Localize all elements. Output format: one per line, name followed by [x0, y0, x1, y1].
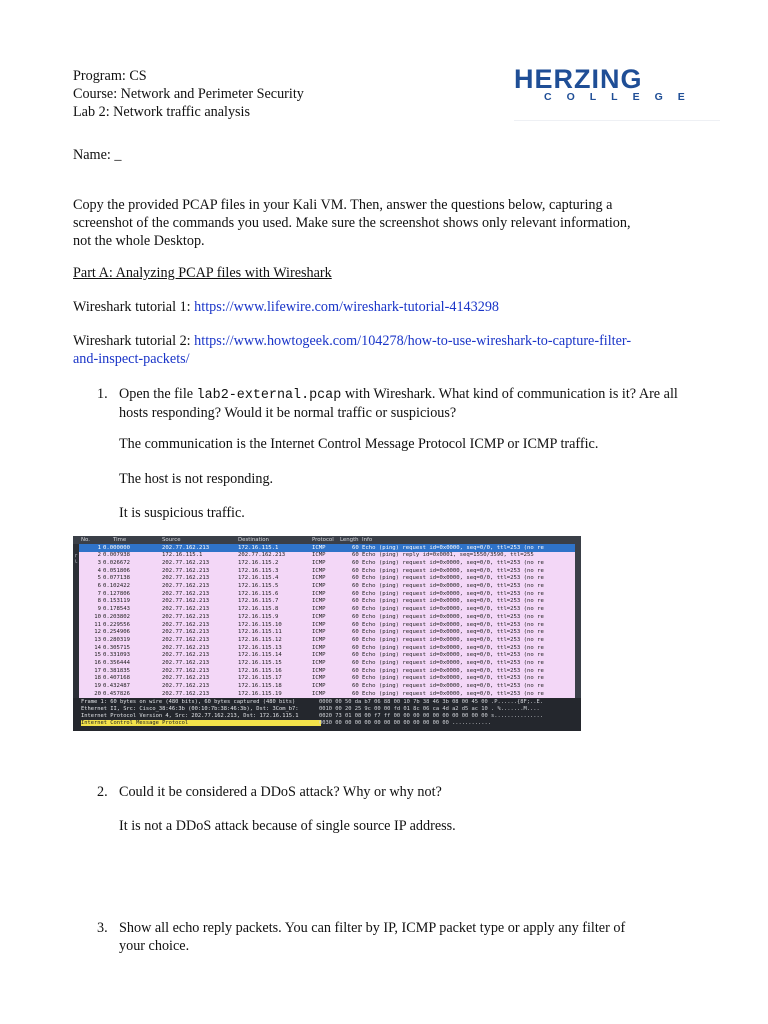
cell-source: 202.77.162.213 [162, 683, 210, 690]
cell-length: 60 [352, 598, 359, 605]
name-field: Name: _ [73, 147, 122, 163]
packet-list-scrollbar[interactable] [575, 544, 581, 698]
cell-destination: 172.16.115.3 [238, 567, 279, 574]
cell-destination: 172.16.115.2 [238, 559, 279, 566]
cell-protocol: ICMP [312, 590, 326, 597]
cell-destination: 172.16.115.19 [238, 690, 282, 697]
cell-length: 60 [352, 675, 359, 682]
cell-destination: 172.16.115.14 [238, 652, 282, 659]
cell-length: 60 [352, 559, 359, 566]
cell-length: 60 [352, 621, 359, 628]
cell-protocol: ICMP [312, 583, 326, 589]
cell-protocol: ICMP [312, 652, 326, 659]
cell-source: 202.77.162.213 [162, 559, 210, 566]
answer-1b: The host is not responding. [119, 471, 274, 487]
cell-length: 60 [352, 583, 359, 589]
cell-time: 0.381835 [103, 667, 130, 674]
col-no: No. [81, 537, 90, 543]
cell-time: 0.153119 [103, 598, 130, 605]
cell-time: 0.356444 [103, 660, 130, 666]
cell-no: 7 [97, 590, 101, 597]
cell-length: 60 [352, 667, 359, 674]
cell-source: 202.77.162.213 [162, 652, 210, 659]
detail-ethernet[interactable]: Ethernet II, Src: Cisco_38:46:3b (00:10:7b:38:46:3b), Dst: 3Com_b7: [81, 706, 299, 712]
cell-length: 60 [352, 683, 359, 690]
cell-length: 60 [352, 544, 359, 551]
hex-row-0030: 0030 00 00 00 00 00 00 00 00 00 00 00 00 ............ [319, 720, 492, 726]
cell-protocol: ICMP [312, 575, 326, 582]
answer-2: It is not a DDoS attack because of single source IP address. [119, 818, 456, 834]
cell-info: Echo (ping) request id=0x0000, seq=0/0, ttl=253 (no re [362, 652, 544, 659]
cell-no: 10 [94, 613, 101, 620]
cell-no: 8 [97, 598, 101, 605]
cell-time: 0.127806 [103, 590, 130, 597]
cell-protocol: ICMP [312, 644, 326, 651]
cell-length: 60 [352, 644, 359, 651]
intro-line-1: Copy the provided PCAP files in your Kali VM. Then, answer the questions below, capturing a [73, 197, 613, 213]
cell-protocol: ICMP [312, 544, 326, 551]
col-protocol: Protocol [312, 537, 334, 543]
tutorial-1-link[interactable]: https://www.lifewire.com/wireshark-tutorial-4143298 [194, 299, 500, 315]
intro-line-3: not the whole Desktop. [73, 232, 205, 249]
cell-length: 60 [352, 652, 359, 659]
cell-source: 202.77.162.213 [162, 660, 210, 666]
request-marker-icon: ┌ [74, 552, 78, 558]
cell-destination: 172.16.115.7 [238, 598, 279, 605]
cell-no: 19 [94, 683, 101, 690]
question-1-text [119, 386, 689, 423]
cell-no: 6 [97, 583, 101, 589]
cell-info: Echo (ping) request id=0x0000, seq=0/0, ttl=253 (no re [362, 675, 544, 682]
cell-source: 202.77.162.213 [162, 583, 210, 589]
hex-row-0010: 0010 00 20 25 9c 00 00 fd 01 8c 06 ca 4d a2 d5 ac 10 . %.......M.... [319, 706, 540, 712]
packet-details-pane [73, 698, 581, 731]
cell-protocol: ICMP [312, 559, 326, 566]
cell-source: 202.77.162.213 [162, 590, 210, 597]
cell-destination: 202.77.162.213 [238, 552, 286, 559]
cell-protocol: ICMP [312, 567, 326, 574]
cell-source: 202.77.162.213 [162, 644, 210, 651]
cell-protocol: ICMP [312, 613, 326, 620]
cell-source: 202.77.162.213 [162, 567, 210, 574]
cell-source: 202.77.162.213 [162, 636, 210, 643]
cell-length: 60 [352, 590, 359, 597]
cell-time: 0.457826 [103, 690, 130, 697]
cell-protocol: ICMP [312, 667, 326, 674]
cell-protocol: ICMP [312, 621, 326, 628]
cell-protocol: ICMP [312, 636, 326, 643]
tutorial-1 [73, 299, 693, 317]
cell-length: 60 [352, 660, 359, 666]
question-3-text [119, 920, 689, 956]
cell-time: 0.280319 [103, 636, 130, 643]
cell-no: 16 [94, 660, 101, 666]
cell-no: 18 [94, 675, 101, 682]
course-line: Course: Network and Perimeter Security [73, 85, 304, 102]
tutorial-2 [73, 333, 693, 369]
question-1-text-end: with Wireshark. What kind of communication is it? Are all [341, 386, 678, 402]
question-3-line-2: your choice. [119, 937, 190, 954]
question-2-text: Could it be considered a DDoS attack? Why or why not? [119, 784, 442, 800]
cell-no: 17 [94, 667, 101, 674]
tutorial-2-link[interactable]: https://www.howtogeek.com/104278/how-to-use-wireshark-to-capture-filter- [194, 333, 632, 349]
cell-time: 0.331093 [103, 652, 130, 659]
col-info: Info [362, 537, 373, 543]
cell-destination: 172.16.115.15 [238, 660, 282, 666]
detail-frame[interactable]: Frame 1: 60 bytes on wire (480 bits), 60 bytes captured (480 bits) [81, 699, 296, 705]
hex-row-0000: 0000 00 50 da b7 06 88 00 10 7b 38 46 3b 08 00 45 00 .P......{8F;..E. [319, 699, 543, 705]
answer-1c: It is suspicious traffic. [119, 505, 245, 521]
cell-length: 60 [352, 636, 359, 643]
cell-length: 60 [352, 613, 359, 620]
cell-info: Echo (ping) request id=0x0000, seq=0/0, ttl=253 (no re [362, 644, 544, 651]
cell-destination: 172.16.115.11 [238, 629, 282, 636]
cell-time: 0.178543 [103, 606, 130, 613]
cell-info: Echo (ping) request id=0x0000, seq=0/0, ttl=253 (no re [362, 598, 544, 605]
cell-destination: 172.16.115.18 [238, 683, 282, 690]
cell-time: 0.254906 [103, 629, 130, 636]
intro-line-2: screenshot of the commands you used. Make sure the screenshot shows only relevant information, [73, 214, 631, 231]
tutorial-1-label: Wireshark tutorial 1: [73, 299, 195, 315]
col-length: Length [340, 537, 359, 543]
intro-paragraph [73, 197, 693, 250]
cell-destination: 172.16.115.16 [238, 667, 282, 674]
cell-protocol: ICMP [312, 660, 326, 666]
document-header [73, 68, 304, 121]
cell-source: 172.16.115.1 [162, 552, 203, 559]
cell-time: 0.051806 [103, 567, 130, 574]
cell-time: 0.305715 [103, 644, 130, 651]
cell-time: 0.432487 [103, 683, 130, 690]
cell-info: Echo (ping) request id=0x0000, seq=0/0, ttl=253 (no re [362, 621, 544, 628]
reply-marker-icon: └ [74, 560, 78, 566]
cell-info: Echo (ping) request id=0x0000, seq=0/0, ttl=253 (no re [362, 629, 544, 636]
cell-no: 20 [94, 690, 101, 697]
wireshark-screenshot [73, 536, 581, 731]
cell-protocol: ICMP [312, 690, 326, 697]
cell-source: 202.77.162.213 [162, 544, 210, 551]
lab-line: Lab 2: Network traffic analysis [73, 103, 251, 120]
cell-info: Echo (ping) request id=0x0000, seq=0/0, ttl=253 (no re [362, 544, 544, 551]
cell-source: 202.77.162.213 [162, 675, 210, 682]
cell-no: 2 [97, 552, 101, 559]
cell-destination: 172.16.115.13 [238, 644, 282, 651]
answer-1a: The communication is the Internet Control Message Protocol ICMP or ICMP traffic. [119, 436, 599, 452]
cell-info: Echo (ping) request id=0x0000, seq=0/0, ttl=253 (no re [362, 690, 544, 697]
cell-length: 60 [352, 629, 359, 636]
cell-protocol: ICMP [312, 552, 326, 559]
cell-source: 202.77.162.213 [162, 667, 210, 674]
cell-info: Echo (ping) request id=0x0000, seq=0/0, ttl=253 (no re [362, 583, 544, 589]
cell-no: 13 [94, 636, 101, 643]
cell-destination: 172.16.115.5 [238, 583, 279, 589]
cell-info: Echo (ping) request id=0x0000, seq=0/0, ttl=253 (no re [362, 575, 544, 582]
cell-time: 0.077138 [103, 575, 130, 582]
cell-time: 0.026672 [103, 559, 130, 566]
cell-time: 0.407168 [103, 675, 130, 682]
cell-info: Echo (ping) request id=0x0000, seq=0/0, ttl=253 (no re [362, 636, 544, 643]
cell-info: Echo (ping) request id=0x0000, seq=0/0, ttl=253 (no re [362, 613, 544, 620]
col-source: Source [162, 537, 181, 543]
cell-destination: 172.16.115.10 [238, 621, 282, 628]
cell-info: Echo (ping) request id=0x0000, seq=0/0, ttl=253 (no re [362, 567, 544, 574]
detail-ip[interactable]: Internet Protocol Version 4, Src: 202.77.162.213, Dst: 172.16.115.1 [81, 713, 299, 719]
tutorial-2-label: Wireshark tutorial 2: [73, 333, 195, 349]
tutorial-2-link-continued[interactable]: and-inspect-packets/ [73, 350, 190, 367]
cell-info: Echo (ping) reply id=0x0001, seq=1550/3590, ttl=255 [362, 552, 534, 559]
col-destination: Destination [238, 537, 269, 543]
question-3-line-1: Show all echo reply packets. You can filter by IP, ICMP packet type or apply any filter of [119, 920, 626, 936]
cell-info: Echo (ping) request id=0x0000, seq=0/0, ttl=253 (no re [362, 683, 544, 690]
cell-info: Echo (ping) request id=0x0000, seq=0/0, ttl=253 (no re [362, 559, 544, 566]
cell-length: 60 [352, 575, 359, 582]
cell-info: Echo (ping) request id=0x0000, seq=0/0, ttl=253 (no re [362, 606, 544, 613]
cell-protocol: ICMP [312, 683, 326, 690]
cell-length: 60 [352, 567, 359, 574]
cell-destination: 172.16.115.17 [238, 675, 282, 682]
cell-destination: 172.16.115.1 [238, 544, 279, 551]
cell-no: 3 [97, 559, 101, 566]
detail-icmp[interactable]: Internet Control Message Protocol [81, 720, 321, 726]
cell-info: Echo (ping) request id=0x0000, seq=0/0, ttl=253 (no re [362, 590, 544, 597]
cell-source: 202.77.162.213 [162, 629, 210, 636]
cell-no: 5 [97, 575, 101, 582]
pcap-filename: lab2-external.pcap [196, 388, 342, 403]
cell-no: 1 [97, 544, 101, 551]
cell-no: 14 [94, 644, 101, 651]
cell-source: 202.77.162.213 [162, 606, 210, 613]
cell-source: 202.77.162.213 [162, 575, 210, 582]
col-time: Time [113, 537, 127, 543]
question-3-number: 3. [97, 920, 108, 936]
cell-destination: 172.16.115.4 [238, 575, 279, 582]
cell-time: 0.000000 [103, 544, 130, 551]
cell-length: 60 [352, 552, 359, 559]
cell-length: 60 [352, 690, 359, 697]
cell-destination: 172.16.115.9 [238, 613, 279, 620]
cell-source: 202.77.162.213 [162, 621, 210, 628]
cell-no: 15 [94, 652, 101, 659]
cell-time: 0.203802 [103, 613, 130, 620]
cell-source: 202.77.162.213 [162, 690, 210, 697]
cell-info: Echo (ping) request id=0x0000, seq=0/0, ttl=253 (no re [362, 667, 544, 674]
cell-no: 9 [97, 606, 101, 613]
cell-protocol: ICMP [312, 606, 326, 613]
cell-protocol: ICMP [312, 598, 326, 605]
herzing-college-logo [514, 66, 704, 102]
cell-source: 202.77.162.213 [162, 613, 210, 620]
cell-info: Echo (ping) request id=0x0000, seq=0/0, ttl=253 (no re [362, 660, 544, 666]
question-1-line-2: hosts responding? Would it be normal traffic or suspicious? [119, 404, 457, 421]
cell-no: 11 [94, 621, 101, 628]
cell-no: 12 [94, 629, 101, 636]
cell-time: 0.007938 [103, 552, 130, 559]
cell-protocol: ICMP [312, 675, 326, 682]
cell-length: 60 [352, 606, 359, 613]
cell-destination: 172.16.115.6 [238, 590, 279, 597]
part-a-title: Part A: Analyzing PCAP files with Wireshark [73, 265, 332, 281]
cell-source: 202.77.162.213 [162, 598, 210, 605]
logo-underline [514, 120, 720, 121]
question-2-number: 2. [97, 784, 108, 800]
program-line: Program: CS [73, 68, 147, 84]
hex-row-0020: 0020 73 01 08 00 f7 ff 00 00 00 00 00 00 00 00 00 00 s............... [319, 713, 543, 719]
logo-word-herzing: HERZING [514, 64, 643, 94]
question-1-text-start: Open the file [119, 386, 197, 402]
question-1-number: 1. [97, 386, 108, 402]
cell-destination: 172.16.115.8 [238, 606, 279, 613]
cell-destination: 172.16.115.12 [238, 636, 282, 643]
logo-word-college: COLLEGE [544, 91, 700, 103]
cell-protocol: ICMP [312, 629, 326, 636]
cell-no: 4 [97, 567, 101, 574]
cell-time: 0.229556 [103, 621, 130, 628]
packet-list-header [73, 536, 581, 544]
cell-time: 0.102422 [103, 583, 130, 589]
